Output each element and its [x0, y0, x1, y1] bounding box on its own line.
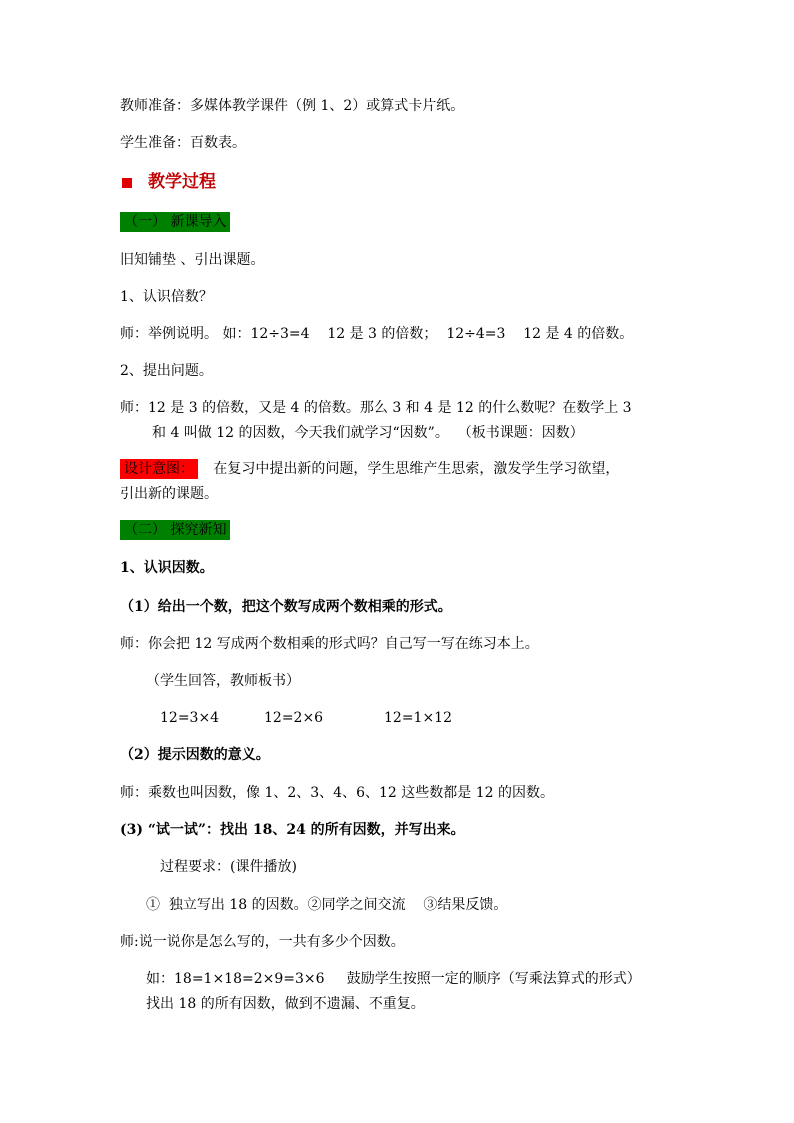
- teacher-example-multiples: 师：举例说明。 如：12÷3=4 12 是 3 的倍数； 12÷4=3 12 是 4 的倍数。: [120, 326, 634, 342]
- student-answer-note: （学生回答，教师板书）: [146, 673, 300, 689]
- process-steps: ① 独立写出 18 的因数。②同学之间交流 ③结果反馈。: [146, 897, 508, 913]
- section-tag-intro: （一） 新课导入: [120, 212, 230, 232]
- section-tag-explore: （二） 探究新知: [120, 520, 230, 540]
- design-intent-line1: 在复习中提出新的问题，学生思维产生思索，激发学生学习欲望，: [200, 461, 620, 477]
- design-intent-tag: 设计意图：: [120, 459, 198, 479]
- equation-2: 12=2×6: [264, 710, 324, 726]
- student-prep: 学生准备：百数表。: [120, 135, 246, 151]
- example-line2: 找出 18 的所有因数，做到不遗漏、不重复。: [146, 996, 425, 1012]
- item-recognize-factors: 1、认识因数。: [120, 560, 214, 576]
- example-line1: 如：18=1×18=2×9=3×6 鼓励学生按照一定的顺序（写乘法算式的形式）: [146, 971, 641, 987]
- teacher-ask-write: 师：你会把 12 写成两个数相乘的形式吗？自己写一写在练习本上。: [120, 636, 539, 652]
- sub-heading-1: （1）给出一个数，把这个数写成两个数相乘的形式。: [120, 599, 452, 615]
- teacher-prep: 教师准备：多媒体教学课件（例 1、2）或算式卡片纸。: [120, 98, 465, 114]
- intro-text: 旧知铺垫 、引出课题。: [120, 252, 265, 268]
- process-requirement: 过程要求：(课件播放): [160, 859, 297, 875]
- item-recognize-multiples: 1、认识倍数？: [120, 289, 213, 305]
- process-heading: 教学过程: [148, 172, 216, 192]
- sub-heading-3: (3) “试一试”：找出 18、24 的所有因数，并写出来。: [120, 822, 465, 838]
- red-square-bullet-icon: [122, 178, 132, 188]
- design-intent-line2: 引出新的课题。: [120, 486, 218, 502]
- sub-heading-2: （2）提示因数的意义。: [120, 747, 270, 763]
- equation-1: 12=3×4: [160, 710, 220, 726]
- equation-3: 12=1×12: [384, 710, 452, 726]
- teacher-question-line1: 师：12 是 3 的倍数，又是 4 的倍数。那么 3 和 4 是 12 的什么数呢？在数学上 3: [120, 400, 632, 416]
- item-pose-question: 2、提出问题。: [120, 363, 213, 379]
- teacher-ask-count: 师:说一说你是怎么写的，一共有多少个因数。: [120, 934, 405, 950]
- teacher-factor-meaning: 师：乘数也叫因数，像 1、2、3、4、6、12 这些数都是 12 的因数。: [120, 785, 554, 801]
- teacher-question-line2: 和 4 叫做 12 的因数，今天我们就学习“因数”。 （板书课题：因数）: [152, 425, 584, 441]
